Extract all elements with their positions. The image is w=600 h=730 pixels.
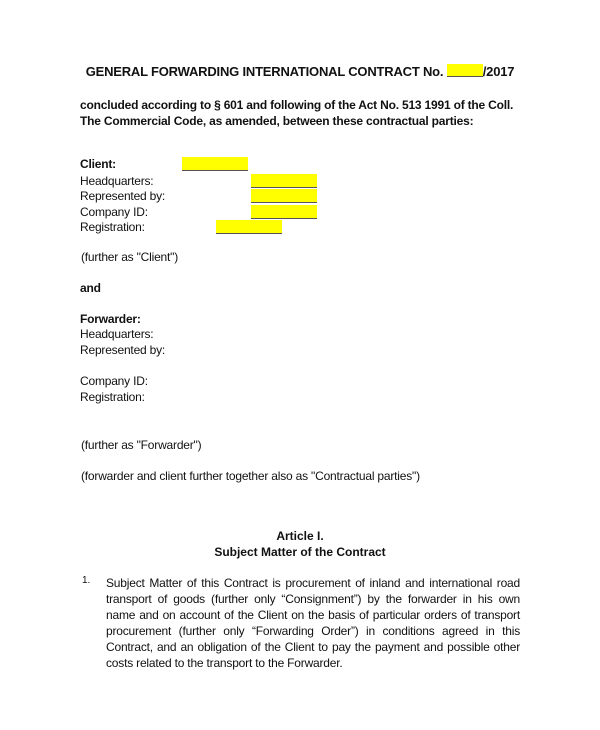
contract-title: [0, 64, 600, 79]
title-prefix: GENERAL FORWARDING INTERNATIONAL CONTRACT No.: [85, 64, 444, 79]
and-label: and: [80, 281, 101, 295]
title-suffix: /2017: [482, 64, 515, 79]
article-number: Article I.: [276, 529, 324, 543]
contractual-parties-note: (forwarder and client further together also as "Contractual parties"): [81, 469, 420, 483]
client-company-id-label: Company ID:: [80, 205, 148, 219]
client-name-field[interactable]: [182, 157, 248, 171]
forwarder-registration-label: Registration:: [80, 390, 145, 404]
forwarder-represented-label: Represented by:: [80, 343, 166, 357]
forwarder-company-id-label: Company ID:: [80, 374, 148, 388]
clause-text: Subject Matter of this Contract is procurement of inland and international road transport of goods (further only “Consignment”) by the forwarder in his own name and on account of the Client on the basis of particular orders of transport procurement (further only “Forwarding Order”) in conditions agreed in this Contract, and an obligation of the Client to pay the payment and possible other costs related to the transport to the Forwarder.: [106, 576, 520, 670]
clause-number: 1.: [82, 575, 91, 586]
forwarder-heading: Forwarder:: [80, 312, 141, 326]
client-headquarters-field[interactable]: [251, 174, 317, 188]
intro-paragraph: concluded according to § 601 and following of the Act No. 513 1991 of the Coll. The Commercial Code, as amended, between these contractual parties:: [80, 98, 514, 128]
client-represented-label: Represented by:: [80, 189, 166, 203]
client-heading: Client:: [80, 157, 116, 171]
client-headquarters-label: Headquarters:: [80, 174, 154, 188]
client-registration-label: Registration:: [80, 220, 145, 234]
forwarder-headquarters-label: Headquarters:: [80, 327, 154, 341]
article-title: Subject Matter of the Contract: [214, 545, 386, 559]
contract-number-field[interactable]: [447, 64, 483, 77]
client-registration-field[interactable]: [216, 220, 282, 234]
forwarder-further-as: (further as "Forwarder"): [81, 438, 202, 452]
client-company-id-field[interactable]: [251, 205, 317, 219]
client-represented-field[interactable]: [251, 189, 317, 203]
client-further-as: (further as "Client"): [81, 250, 179, 264]
